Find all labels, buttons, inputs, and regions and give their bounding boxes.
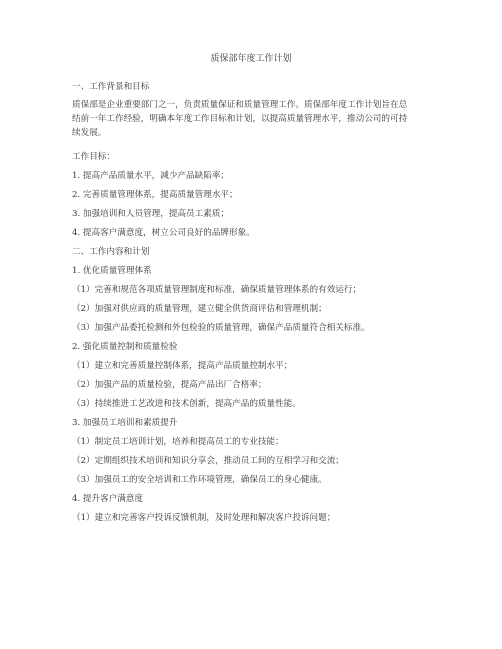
plan-item-title: 4. 提升客户满意度 (72, 494, 144, 504)
intro-line-3: 续发展。 (72, 128, 107, 138)
goal-item: 3. 加强培训和人员管理，提高员工素质； (72, 209, 230, 219)
section-1-heading: 一、工作背景和目标 (72, 82, 150, 92)
goals-label: 工作目标： (72, 152, 115, 162)
plan-point: （1）建立和完善客户投诉反馈机制，及时处理和解决客户投诉问题； (72, 513, 336, 523)
goal-item: 1. 提高产品质量水平，减少产品缺陷率； (72, 171, 230, 181)
plan-item-title: 3. 加强员工培训和素质提升 (72, 418, 178, 428)
plan-point: （3）持续推进工艺改进和技术创新，提高产品的质量性能。 (72, 399, 301, 409)
plan-item-title: 1. 优化质量管理体系 (72, 266, 152, 276)
intro-line-2: 结前一年工作经验，明确本年度工作目标和计划，以提高质量管理水平，推动公司的可持 (72, 114, 408, 124)
plan-point: （1）完善和规范各项质量管理制度和标准，确保质量管理体系的有效运行； (72, 285, 362, 295)
plan-point: （3）加强员工的安全培训和工作环境管理，确保员工的身心健康。 (72, 475, 327, 485)
plan-point: （2）定期组织技术培训和知识分享会，推动员工间的互相学习和交流； (72, 456, 344, 466)
section-2-heading: 二、工作内容和计划 (72, 247, 150, 257)
plan-point: （2）加强对供应商的质量管理，建立健全供货商评估和管理机制； (72, 304, 327, 314)
plan-point: （2）加强产品的质量检验，提高产品出厂合格率； (72, 380, 267, 390)
plan-point: （1）制定员工培训计划，培养和提高员工的专业技能； (72, 437, 284, 447)
goal-item: 4. 提高客户满意度，树立公司良好的品牌形象。 (72, 228, 255, 238)
plan-point: （1）建立和完善质量控制体系，提高产品质量控制水平； (72, 361, 293, 371)
plan-point: （3）加强产品委托检测和外包检验的质量管理，确保产品质量符合相关标准。 (72, 323, 370, 333)
document-title: 质保部年度工作计划 (210, 54, 292, 64)
intro-line-1: 质保部是企业重要部门之一，负责质量保证和质量管理工作。质保部年度工作计划旨在总 (72, 100, 408, 110)
plan-item-title: 2. 强化质量控制和质量检验 (72, 342, 178, 352)
goal-item: 2. 完善质量管理体系，提高质量管理水平； (72, 190, 238, 200)
